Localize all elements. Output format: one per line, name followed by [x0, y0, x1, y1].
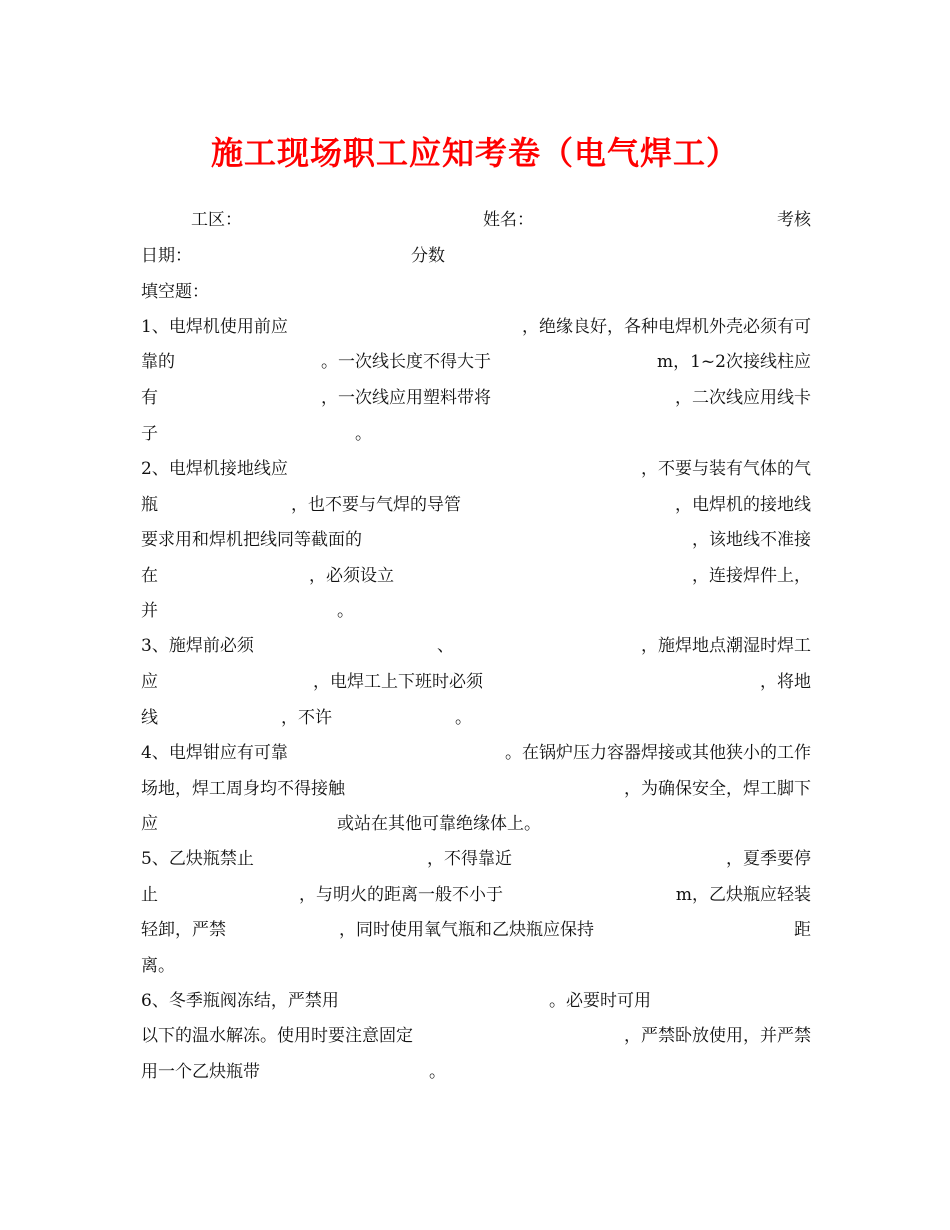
question-line [141, 670, 811, 694]
question-text: 。一次线长度不得大于 [321, 352, 491, 372]
question-text: ，不得靠近 [427, 849, 512, 869]
question-text: 。在锅炉压力容器焊接或其他狭小的工作 [505, 743, 811, 763]
question-text: ，同时使用氧气瓶和乙炔瓶应保持 [339, 920, 594, 940]
question-text: 离。 [141, 956, 175, 976]
question-text: 。 [355, 424, 372, 444]
question-line [141, 812, 811, 836]
question-line [141, 883, 811, 907]
question-line [141, 422, 811, 446]
label-exam: 考核 [777, 210, 811, 230]
question-text: ，该地线不准接 [692, 530, 811, 550]
question-line [141, 1060, 811, 1084]
question-text: 或站在其他可靠绝缘体上。 [337, 814, 541, 834]
question-text: 。 [429, 1062, 446, 1082]
question-line [141, 777, 811, 801]
question-text: 以下的温水解冻。使用时要注意固定 [141, 1026, 413, 1046]
question-text: ，电焊工上下班时必须 [313, 672, 483, 692]
question-text: ，电焊机的接地线 [675, 495, 811, 515]
question-line [141, 493, 811, 517]
question-text: ，也不要与气焊的导管 [291, 495, 461, 515]
question-text: 距 [794, 920, 811, 940]
question-text: 有 [141, 388, 158, 408]
question-text: ，二次线应用线卡 [675, 388, 811, 408]
question-text: ，一次线应用塑料带将 [321, 388, 491, 408]
question-text: ，不许 [281, 708, 332, 728]
question-text: 靠的 [141, 352, 175, 372]
header-line-1 [141, 208, 811, 232]
question-line [141, 350, 811, 374]
question-text: ，为确保安全，焊工脚下 [624, 779, 811, 799]
question-text: 轻卸，严禁 [141, 920, 226, 940]
question-line [141, 989, 811, 1013]
question-text: 2、电焊机接地线应 [141, 459, 288, 479]
question-text: ，将地 [760, 672, 811, 692]
header-line-2 [141, 244, 811, 268]
question-text: 止 [141, 885, 158, 905]
question-line [141, 634, 811, 658]
page-title: 施工现场职工应知考卷（电气焊工） [210, 134, 739, 172]
question-line [141, 457, 811, 481]
fill-in-heading: 填空题： [141, 282, 209, 302]
question-text: 1、电焊机使用前应 [141, 317, 288, 337]
label-work-area: 工区： [191, 210, 242, 230]
question-text: 并 [141, 601, 158, 621]
question-line [141, 741, 811, 765]
question-text: ，不要与装有气体的气 [641, 459, 811, 479]
question-line [141, 315, 811, 339]
question-text: 应 [141, 672, 158, 692]
question-line [141, 847, 811, 871]
question-text: 在 [141, 566, 158, 586]
label-score: 分数 [411, 246, 445, 266]
question-line [141, 599, 811, 623]
question-text: 。 [337, 601, 354, 621]
label-name: 姓名： [483, 210, 534, 230]
section-heading [141, 280, 811, 304]
question-text: 子 [141, 424, 158, 444]
question-text: 3、施焊前必须 [141, 636, 254, 656]
question-line [141, 954, 811, 978]
question-text: 场地，焊工周身均不得接触 [141, 779, 345, 799]
question-text: 线 [141, 708, 158, 728]
question-text: ，必须设立 [309, 566, 394, 586]
question-text: 4、电焊钳应有可靠 [141, 743, 288, 763]
question-line [141, 386, 811, 410]
question-text: ，严禁卧放使用，并严禁 [624, 1026, 811, 1046]
question-line [141, 1024, 811, 1048]
question-text: m，乙炔瓶应轻装 [675, 885, 811, 905]
question-line [141, 528, 811, 552]
question-text: 5、乙炔瓶禁止 [141, 849, 254, 869]
question-line [141, 706, 811, 730]
question-text: 、 [437, 636, 454, 656]
question-text: 6、冬季瓶阀冻结，严禁用 [141, 991, 339, 1011]
question-text: ，绝缘良好，各种电焊机外壳必须有可 [522, 317, 811, 337]
question-text: 瓶 [141, 495, 158, 515]
question-text: ，施焊地点潮湿时焊工 [641, 636, 811, 656]
question-text: 应 [141, 814, 158, 834]
question-line [141, 564, 811, 588]
question-text: ，夏季要停 [726, 849, 811, 869]
question-line [141, 918, 811, 942]
question-text: m，1~2次接线柱应 [657, 352, 811, 372]
question-text: 。 [455, 708, 472, 728]
question-text: 要求用和焊机把线同等截面的 [141, 530, 362, 550]
label-date: 日期： [141, 246, 192, 266]
question-text: ，连接焊件上， [692, 566, 811, 586]
question-text: 用一个乙炔瓶带 [141, 1062, 260, 1082]
question-text: ，与明火的距离一般不小于 [299, 885, 503, 905]
question-text: 。必要时可用 [549, 991, 651, 1011]
